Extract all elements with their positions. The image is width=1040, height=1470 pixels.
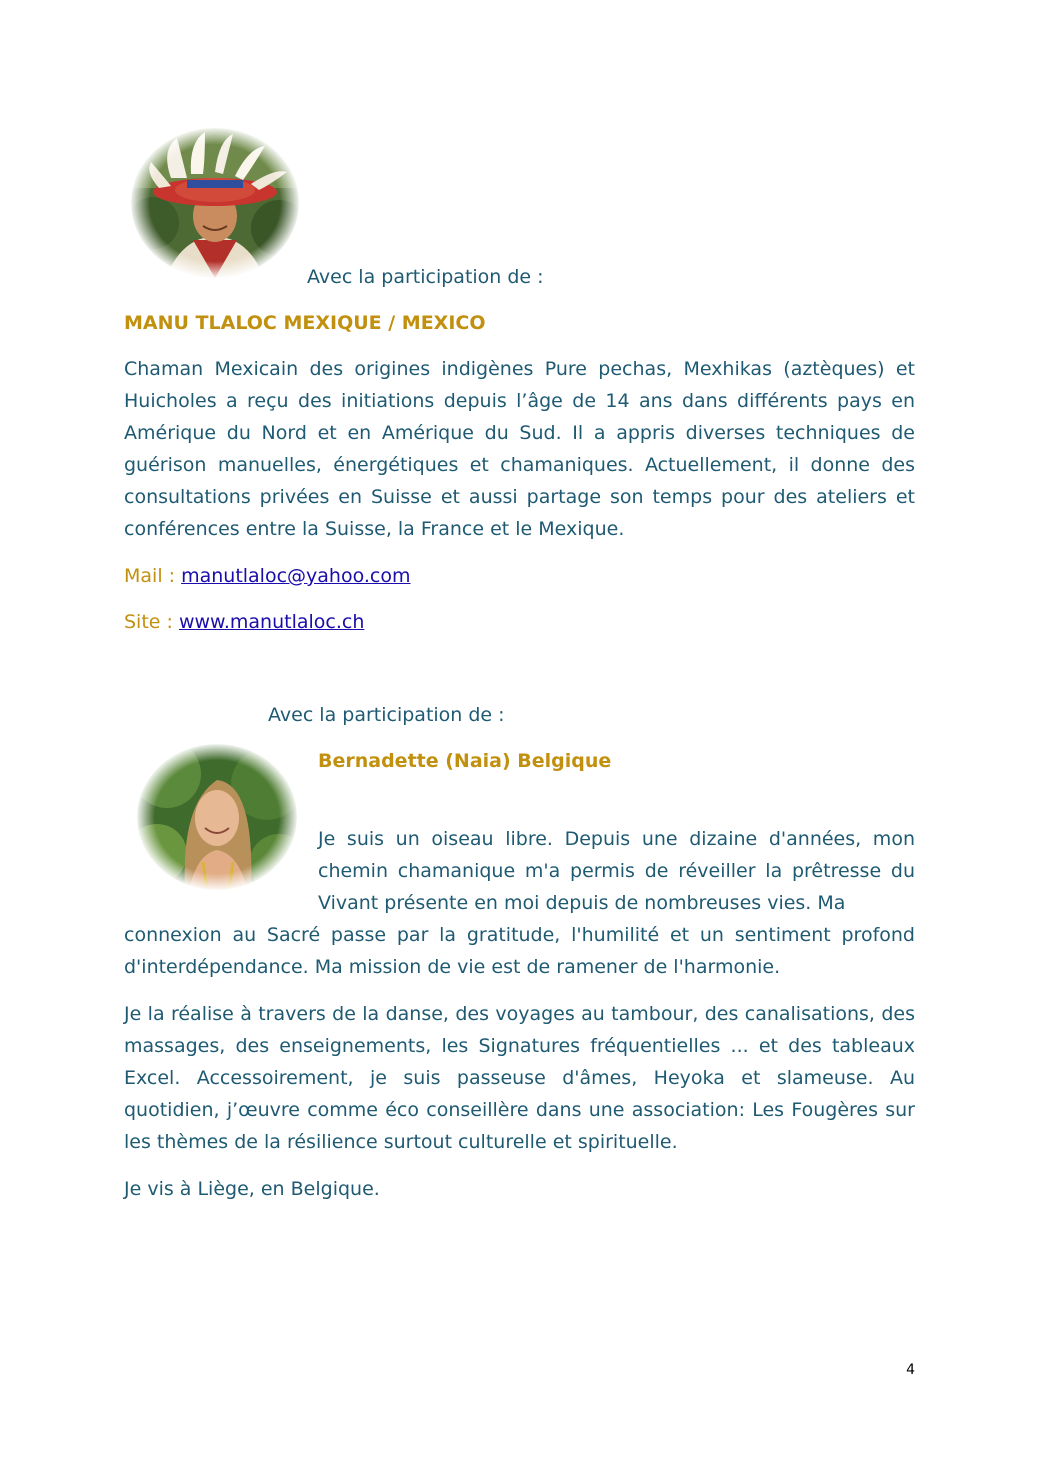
mail-link[interactable]: manutlaloc@yahoo.com bbox=[181, 565, 411, 587]
speaker-name-manu: MANU TLALOC MEXIQUE / MEXICO bbox=[124, 312, 486, 334]
speaker-name-bernadette: Bernadette (Naia) Belgique bbox=[318, 750, 612, 772]
manu-tlaloc-photo bbox=[131, 128, 299, 278]
speaker-bio-manu: Chaman Mexicain des origines indigènes Pure pechas, Mexhikas (aztèques) et Huicholes a reçu des initiations depuis l’âge de 14 ans dans différents pays en Amérique du Nord et en Amérique du Sud. Il a appris diverses techniques de guérison manuelles, énergétiques et chamaniques. Actuellement, il donne des consultations privées en Suisse et aussi partage son temps pour des ateliers et conférences entre la Suisse, la France et le Mexique. bbox=[124, 358, 915, 540]
bernadette-para-1-rest: connexion au Sacré passe par la gratitude, l'humilité et un sentiment profond d'interdépendance. Ma mission de vie est de ramener de l'harmonie. bbox=[124, 924, 915, 978]
mail-label: Mail : bbox=[124, 565, 182, 587]
site-label: Site : bbox=[124, 611, 179, 633]
site-link[interactable]: www.manutlaloc.ch bbox=[178, 611, 365, 633]
mail-line bbox=[124, 560, 411, 592]
bernadette-para-2: Je la réalise à travers de la danse, des voyages au tambour, des canalisations, des massages, des enseignements, les Signatures fréquentielles ... et des tableaux Excel. Accessoirement, je suis passeuse d'âmes, Heyoka et slameuse. Au quotidien, j’œuvre comme éco conseillère dans une association: Les Fougères sur les thèmes de la résilience surtout culturelle et spirituelle. bbox=[124, 1003, 915, 1153]
page-number: 4 bbox=[906, 1362, 915, 1378]
bernadette-photo bbox=[137, 744, 297, 890]
bernadette-para-1-wrapped: Je suis un oiseau libre. Depuis une dizaine d'années, mon chemin chamanique m'a permis de réveiller la prêtresse du Vivant présente en moi depuis de nombreuses vies. Ma bbox=[318, 828, 915, 914]
site-line bbox=[124, 606, 364, 638]
bernadette-para-3: Je vis à Liège, en Belgique. bbox=[124, 1178, 380, 1200]
participation-intro-2: Avec la participation de : bbox=[268, 704, 505, 726]
participation-intro-1: Avec la participation de : bbox=[307, 266, 544, 288]
